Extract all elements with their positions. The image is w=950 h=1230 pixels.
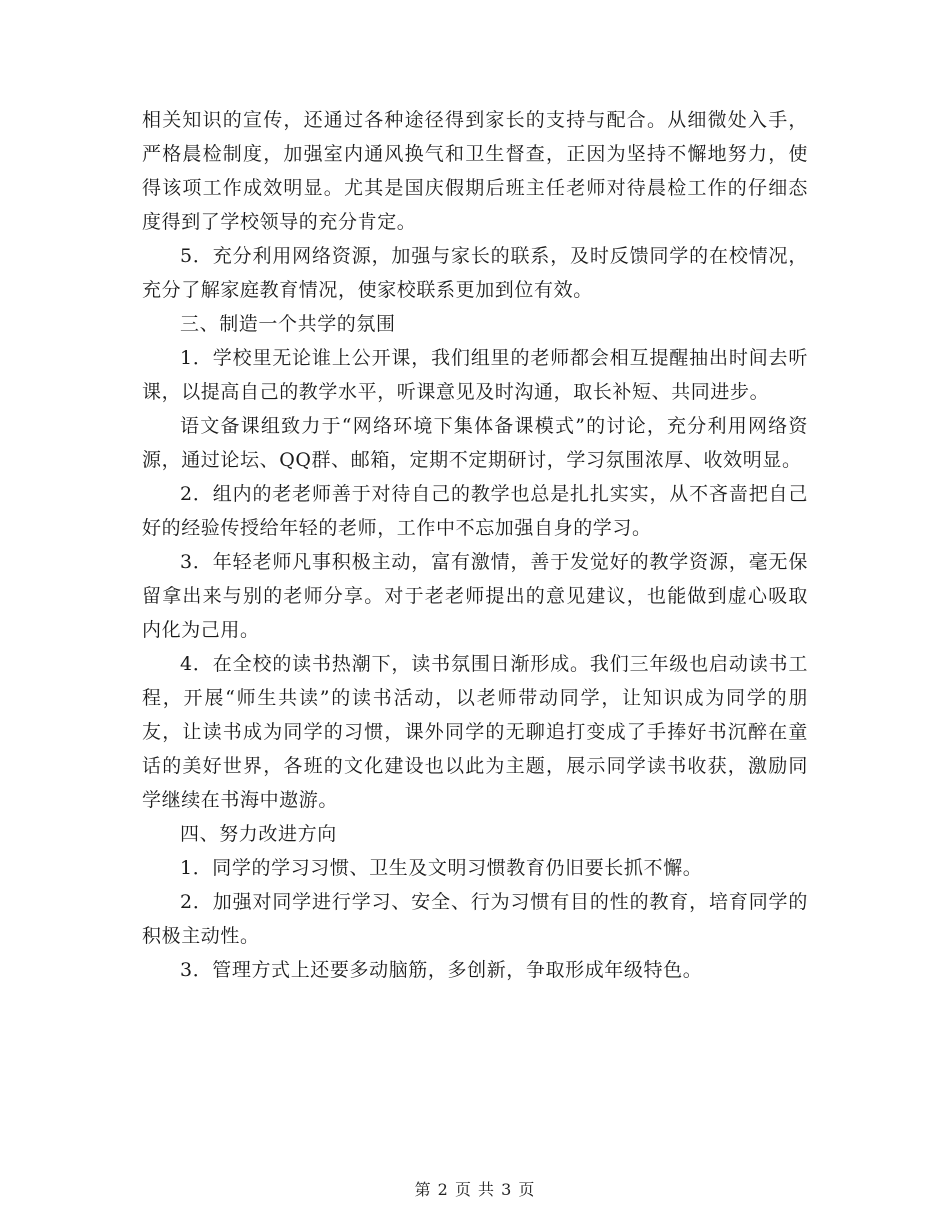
paragraph-item-1: 1．学校里无论谁上公开课，我们组里的老师都会相互提醒抽出时间去听课，以提高自己的教学水平，听课意见及时沟通，取长补短、共同进步。 bbox=[142, 347, 808, 403]
paragraph-item-5: 5．充分利用网络资源，加强与家长的联系，及时反馈同学的在校情况，充分了解家庭教育情况，使家校联系更加到位有效。 bbox=[142, 245, 808, 301]
paragraph-item-4: 4．在全校的读书热潮下，读书氛围日渐形成。我们三年级也启动读书工程，开展“师生共读”的读书活动，以老师带动同学，让知识成为同学的朋友，让读书成为同学的习惯，课外同学的无聊追打变成了手捧好书沉醉在童话的美好世界，各班的文化建设也以此为主题，展示同学读书收获，激励同学继续在书海中遨游。 bbox=[142, 653, 808, 811]
improvement-item-3: 3．管理方式上还要多动脑筋，多创新，争取形成年级特色。 bbox=[180, 959, 703, 981]
paragraph-item-3: 3．年轻老师凡事积极主动，富有激情，善于发觉好的教学资源，毫无保留拿出来与别的老师分享。对于老老师提出的意见建议，也能做到虚心吸取内化为己用。 bbox=[142, 551, 808, 641]
section-heading-3: 三、制造一个共学的氛围 bbox=[180, 313, 396, 335]
improvement-item-2: 2．加强对同学进行学习、安全、行为习惯有目的性的教育，培育同学的积极主动性。 bbox=[142, 891, 808, 947]
paragraph-chinese-prep-group: 语文备课组致力于“网络环境下集体备课模式”的讨论，充分利用网络资源，通过论坛、QQ群、邮箱，定期不定期研讨，学习氛围浓厚、收效明显。 bbox=[142, 415, 808, 471]
page-number-footer: 第 2 页 共 3 页 bbox=[414, 1180, 536, 1199]
paragraph-item-2: 2．组内的老老师善于对待自己的教学也总是扎扎实实，从不吝啬把自己好的经验传授给年轻的老师，工作中不忘加强自身的学习。 bbox=[142, 483, 808, 539]
paragraph-continuation: 相关知识的宣传，还通过各种途径得到家长的支持与配合。从细微处入手，严格晨检制度，加强室内通风换气和卫生督查，正因为坚持不懈地努力，使得该项工作成效明显。尤其是国庆假期后班主任老师对待晨检工作的仔细态度得到了学校领导的充分肯定。 bbox=[142, 109, 808, 233]
improvement-item-1: 1．同学的学习习惯、卫生及文明习惯教育仍旧要长抓不懈。 bbox=[180, 857, 703, 879]
section-heading-4: 四、努力改进方向 bbox=[180, 823, 337, 845]
document-body bbox=[142, 103, 808, 987]
